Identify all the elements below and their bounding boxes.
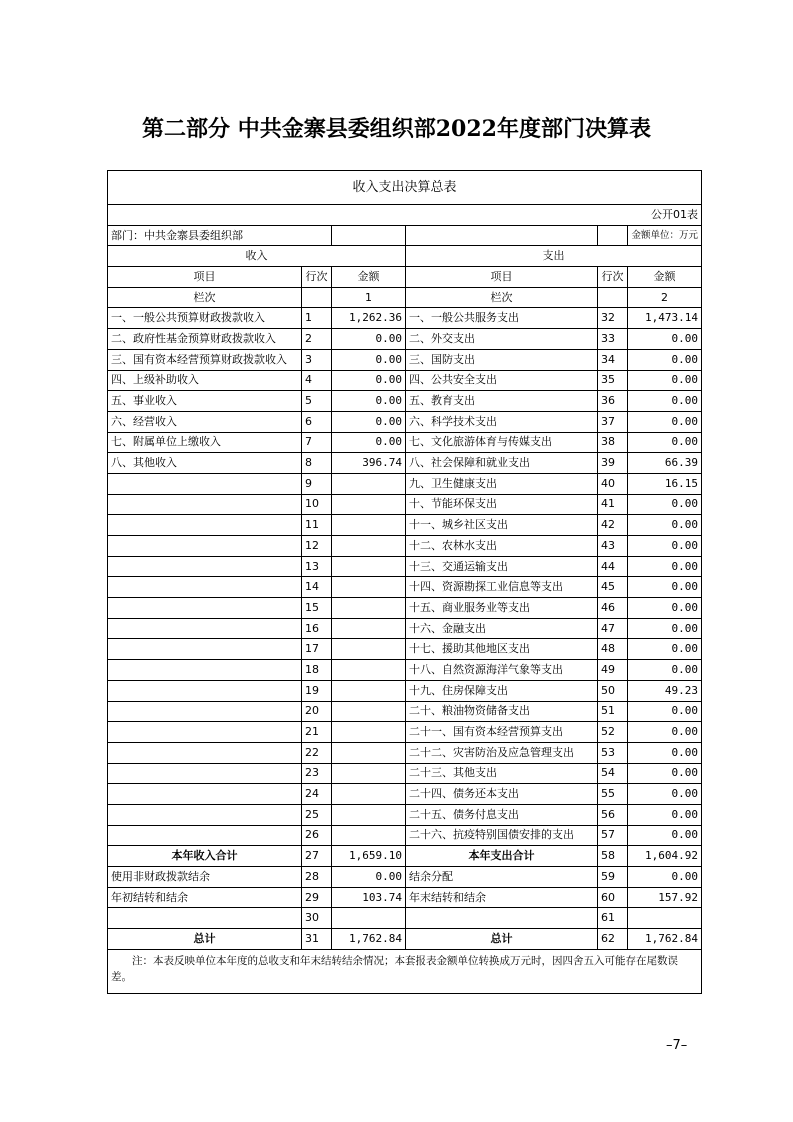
expense-item-cell: 十五、商业服务业等支出 — [406, 598, 598, 619]
income-amount-cell: 396.74 — [332, 453, 406, 474]
expense-line-cell: 50 — [598, 680, 628, 701]
table-row — [108, 308, 702, 329]
table-row — [108, 784, 702, 805]
income-amount-cell: 0.00 — [332, 329, 406, 350]
expense-item-cell: 二十五、债务付息支出 — [406, 804, 598, 825]
expense-amount-cell: 0.00 — [628, 867, 702, 888]
expense-item-cell: 本年支出合计 — [406, 846, 598, 867]
expense-amount-cell: 0.00 — [628, 556, 702, 577]
page-number: –7– — [666, 1038, 688, 1053]
table-row — [108, 515, 702, 536]
income-amount-cell — [332, 618, 406, 639]
income-item-cell: 年初结转和结余 — [108, 887, 302, 908]
table-row — [108, 536, 702, 557]
income-amount-cell — [332, 701, 406, 722]
expense-amount-cell: 0.00 — [628, 618, 702, 639]
income-item-cell: 使用非财政拨款结余 — [108, 867, 302, 888]
income-line-cell: 6 — [302, 411, 332, 432]
income-item-cell — [108, 473, 302, 494]
income-item-cell — [108, 825, 302, 846]
table-note: 注：本表反映单位本年度的总收支和年末结转结余情况；本套报表金额单位转换成万元时，因四舍五入可能存在尾数误差。 — [108, 949, 702, 993]
income-line-cell: 28 — [302, 867, 332, 888]
expense-amount-cell: 0.00 — [628, 722, 702, 743]
expense-line-cell: 55 — [598, 784, 628, 805]
table-row — [108, 929, 702, 950]
expense-line-cell: 41 — [598, 494, 628, 515]
table-row — [108, 701, 702, 722]
income-amount-cell: 0.00 — [332, 867, 406, 888]
table-row — [108, 742, 702, 763]
expense-amount-cell: 0.00 — [628, 536, 702, 557]
income-item-cell: 六、经营收入 — [108, 411, 302, 432]
expense-line-cell: 60 — [598, 887, 628, 908]
expense-amount-cell: 0.00 — [628, 742, 702, 763]
income-amount-cell — [332, 763, 406, 784]
income-line-cell: 31 — [302, 929, 332, 950]
income-line-cell: 24 — [302, 784, 332, 805]
expense-line-cell: 52 — [598, 722, 628, 743]
income-amount-cell — [332, 515, 406, 536]
expense-item-cell: 总计 — [406, 929, 598, 950]
income-amount-cell — [332, 680, 406, 701]
income-amount-cell — [332, 639, 406, 660]
income-line-cell: 17 — [302, 639, 332, 660]
expense-item-cell: 七、文化旅游体育与传媒支出 — [406, 432, 598, 453]
expense-line-cell: 44 — [598, 556, 628, 577]
table-row — [108, 329, 702, 350]
expense-col-number: 2 — [628, 287, 702, 308]
expense-item-header: 项目 — [406, 267, 598, 288]
expense-line-cell: 35 — [598, 370, 628, 391]
income-line-cell: 30 — [302, 908, 332, 929]
expense-item-cell: 十六、金融支出 — [406, 618, 598, 639]
income-line-cell: 8 — [302, 453, 332, 474]
expense-amount-cell: 1,604.92 — [628, 846, 702, 867]
expense-line-cell: 46 — [598, 598, 628, 619]
income-line-cell: 23 — [302, 763, 332, 784]
table-row — [108, 804, 702, 825]
table-row — [108, 660, 702, 681]
expense-line-cell: 58 — [598, 846, 628, 867]
unit-label: 金额单位：万元 — [628, 225, 702, 246]
table-row — [108, 411, 702, 432]
expense-amount-cell: 1,762.84 — [628, 929, 702, 950]
income-line-cell: 12 — [302, 536, 332, 557]
income-amount-cell — [332, 908, 406, 929]
expense-amount-cell: 0.00 — [628, 598, 702, 619]
income-line-cell: 4 — [302, 370, 332, 391]
income-amount-cell — [332, 660, 406, 681]
income-col-label: 栏次 — [108, 287, 302, 308]
income-line-cell: 5 — [302, 391, 332, 412]
expense-item-cell: 二十四、债务还本支出 — [406, 784, 598, 805]
income-amount-cell: 0.00 — [332, 349, 406, 370]
expense-amount-cell: 0.00 — [628, 577, 702, 598]
expense-amount-cell: 66.39 — [628, 453, 702, 474]
income-item-cell — [108, 515, 302, 536]
income-amount-cell — [332, 598, 406, 619]
table-row — [108, 556, 702, 577]
table-row — [108, 887, 702, 908]
income-item-cell: 四、上级补助收入 — [108, 370, 302, 391]
expense-item-cell: 十九、住房保障支出 — [406, 680, 598, 701]
expense-item-cell: 八、社会保障和就业支出 — [406, 453, 598, 474]
income-amount-cell — [332, 473, 406, 494]
expense-amount-cell: 0.00 — [628, 370, 702, 391]
income-line-cell: 27 — [302, 846, 332, 867]
expense-amount-cell: 16.15 — [628, 473, 702, 494]
income-amount-cell: 0.00 — [332, 391, 406, 412]
expense-amount-cell: 0.00 — [628, 701, 702, 722]
expense-amount-cell: 1,473.14 — [628, 308, 702, 329]
expense-amount-cell: 0.00 — [628, 494, 702, 515]
expense-amount-cell: 0.00 — [628, 825, 702, 846]
income-item-cell: 五、事业收入 — [108, 391, 302, 412]
expense-item-cell — [406, 908, 598, 929]
expense-item-cell: 十七、援助其他地区支出 — [406, 639, 598, 660]
income-line-cell: 22 — [302, 742, 332, 763]
income-line-cell: 9 — [302, 473, 332, 494]
income-amount-cell: 103.74 — [332, 887, 406, 908]
table-row — [108, 494, 702, 515]
expense-item-cell: 年末结转和结余 — [406, 887, 598, 908]
income-amount-cell: 0.00 — [332, 370, 406, 391]
income-amount-cell — [332, 577, 406, 598]
expense-amount-cell: 0.00 — [628, 784, 702, 805]
expense-amount-cell: 0.00 — [628, 639, 702, 660]
income-item-cell: 本年收入合计 — [108, 846, 302, 867]
expense-item-cell: 九、卫生健康支出 — [406, 473, 598, 494]
expense-line-cell: 32 — [598, 308, 628, 329]
expense-item-cell: 十八、自然资源海洋气象等支出 — [406, 660, 598, 681]
expense-amount-cell: 0.00 — [628, 391, 702, 412]
table-row — [108, 680, 702, 701]
income-col-number: 1 — [332, 287, 406, 308]
expense-amount-cell: 0.00 — [628, 515, 702, 536]
income-line-cell: 15 — [302, 598, 332, 619]
income-item-cell — [108, 680, 302, 701]
expense-item-cell: 六、科学技术支出 — [406, 411, 598, 432]
income-item-cell: 总计 — [108, 929, 302, 950]
expense-item-cell: 结余分配 — [406, 867, 598, 888]
income-item-cell — [108, 804, 302, 825]
expense-item-cell: 一、一般公共服务支出 — [406, 308, 598, 329]
income-item-cell — [108, 701, 302, 722]
income-line-cell: 11 — [302, 515, 332, 536]
expense-item-cell: 二十二、灾害防治及应急管理支出 — [406, 742, 598, 763]
income-item-cell — [108, 722, 302, 743]
income-line-header: 行次 — [302, 267, 332, 288]
expense-amount-cell: 0.00 — [628, 432, 702, 453]
income-item-cell: 一、一般公共预算财政拨款收入 — [108, 308, 302, 329]
income-amount-cell: 1,762.84 — [332, 929, 406, 950]
table-row — [108, 432, 702, 453]
income-amount-header: 金额 — [332, 267, 406, 288]
table-row — [108, 846, 702, 867]
expense-line-cell: 40 — [598, 473, 628, 494]
table-row — [108, 349, 702, 370]
expense-line-cell: 39 — [598, 453, 628, 474]
income-item-cell — [108, 494, 302, 515]
table-row — [108, 639, 702, 660]
table-row — [108, 763, 702, 784]
income-line-cell: 16 — [302, 618, 332, 639]
expense-line-cell: 43 — [598, 536, 628, 557]
expense-item-cell: 二十三、其他支出 — [406, 763, 598, 784]
income-amount-cell — [332, 742, 406, 763]
expense-line-cell: 54 — [598, 763, 628, 784]
income-section-header: 收入 — [108, 246, 406, 267]
table-row — [108, 598, 702, 619]
income-line-cell: 1 — [302, 308, 332, 329]
expense-amount-header: 金额 — [628, 267, 702, 288]
expense-item-cell: 二十六、抗疫特别国债安排的支出 — [406, 825, 598, 846]
income-item-cell — [108, 742, 302, 763]
expense-line-cell: 59 — [598, 867, 628, 888]
income-line-cell: 29 — [302, 887, 332, 908]
income-amount-cell: 1,262.36 — [332, 308, 406, 329]
expense-line-cell: 42 — [598, 515, 628, 536]
table-row — [108, 473, 702, 494]
expense-item-cell: 二、外交支出 — [406, 329, 598, 350]
expense-item-cell: 十三、交通运输支出 — [406, 556, 598, 577]
expense-section-header: 支出 — [406, 246, 702, 267]
table-row — [108, 867, 702, 888]
expense-amount-cell: 0.00 — [628, 349, 702, 370]
expense-item-cell: 三、国防支出 — [406, 349, 598, 370]
expense-line-cell: 51 — [598, 701, 628, 722]
income-amount-cell: 0.00 — [332, 432, 406, 453]
table-row — [108, 825, 702, 846]
income-line-cell: 2 — [302, 329, 332, 350]
expense-line-cell: 49 — [598, 660, 628, 681]
income-item-cell — [108, 618, 302, 639]
table-row — [108, 722, 702, 743]
income-item-cell — [108, 763, 302, 784]
expense-line-cell: 47 — [598, 618, 628, 639]
income-amount-cell — [332, 536, 406, 557]
income-line-cell: 14 — [302, 577, 332, 598]
expense-amount-cell: 0.00 — [628, 763, 702, 784]
table-row — [108, 618, 702, 639]
expense-amount-cell: 0.00 — [628, 411, 702, 432]
expense-line-cell: 33 — [598, 329, 628, 350]
table-row — [108, 391, 702, 412]
table-row — [108, 370, 702, 391]
income-line-cell: 13 — [302, 556, 332, 577]
department-label: 部门：中共金寨县委组织部 — [108, 225, 332, 246]
page-title: 第二部分 中共金寨县委组织部2022年度部门决算表 — [142, 116, 651, 142]
expense-line-cell: 61 — [598, 908, 628, 929]
income-item-cell — [108, 660, 302, 681]
expense-line-cell: 48 — [598, 639, 628, 660]
expense-amount-cell: 0.00 — [628, 804, 702, 825]
income-item-header: 项目 — [108, 267, 302, 288]
expense-item-cell: 十一、城乡社区支出 — [406, 515, 598, 536]
income-item-cell — [108, 598, 302, 619]
expense-col-label: 栏次 — [406, 287, 598, 308]
expense-item-cell: 十、节能环保支出 — [406, 494, 598, 515]
expense-line-cell: 53 — [598, 742, 628, 763]
income-line-cell: 18 — [302, 660, 332, 681]
table-title: 收入支出决算总表 — [108, 171, 702, 205]
final-accounts-table — [107, 170, 702, 994]
income-amount-cell: 0.00 — [332, 411, 406, 432]
income-line-cell: 20 — [302, 701, 332, 722]
income-line-cell: 3 — [302, 349, 332, 370]
income-line-cell: 7 — [302, 432, 332, 453]
expense-line-cell: 38 — [598, 432, 628, 453]
income-item-cell — [108, 577, 302, 598]
expense-item-cell: 四、公共安全支出 — [406, 370, 598, 391]
expense-amount-cell: 157.92 — [628, 887, 702, 908]
expense-item-cell: 二十、粮油物资储备支出 — [406, 701, 598, 722]
income-line-cell: 26 — [302, 825, 332, 846]
income-item-cell — [108, 536, 302, 557]
income-item-cell: 七、附属单位上缴收入 — [108, 432, 302, 453]
income-item-cell — [108, 556, 302, 577]
expense-line-cell: 57 — [598, 825, 628, 846]
expense-item-cell: 五、教育支出 — [406, 391, 598, 412]
expense-item-cell: 二十一、国有资本经营预算支出 — [406, 722, 598, 743]
table-row — [108, 577, 702, 598]
expense-line-cell: 45 — [598, 577, 628, 598]
expense-item-cell: 十二、农林水支出 — [406, 536, 598, 557]
expense-amount-cell — [628, 908, 702, 929]
income-amount-cell: 1,659.10 — [332, 846, 406, 867]
income-item-cell: 三、国有资本经营预算财政拨款收入 — [108, 349, 302, 370]
income-line-cell: 10 — [302, 494, 332, 515]
table-row — [108, 453, 702, 474]
expense-item-cell: 十四、资源勘探工业信息等支出 — [406, 577, 598, 598]
income-line-cell: 25 — [302, 804, 332, 825]
income-item-cell: 二、政府性基金预算财政拨款收入 — [108, 329, 302, 350]
expense-amount-cell: 0.00 — [628, 329, 702, 350]
income-amount-cell — [332, 556, 406, 577]
income-item-cell: 八、其他收入 — [108, 453, 302, 474]
income-item-cell — [108, 784, 302, 805]
expense-line-cell: 36 — [598, 391, 628, 412]
income-line-cell: 21 — [302, 722, 332, 743]
table-row — [108, 908, 702, 929]
income-line-cell: 19 — [302, 680, 332, 701]
expense-line-cell: 34 — [598, 349, 628, 370]
expense-line-cell: 62 — [598, 929, 628, 950]
expense-line-header: 行次 — [598, 267, 628, 288]
income-amount-cell — [332, 494, 406, 515]
income-amount-cell — [332, 722, 406, 743]
income-amount-cell — [332, 804, 406, 825]
expense-line-cell: 56 — [598, 804, 628, 825]
income-item-cell — [108, 639, 302, 660]
income-amount-cell — [332, 825, 406, 846]
income-item-cell — [108, 908, 302, 929]
form-code: 公开01表 — [628, 205, 702, 226]
income-amount-cell — [332, 784, 406, 805]
expense-line-cell: 37 — [598, 411, 628, 432]
expense-amount-cell: 49.23 — [628, 680, 702, 701]
expense-amount-cell: 0.00 — [628, 660, 702, 681]
